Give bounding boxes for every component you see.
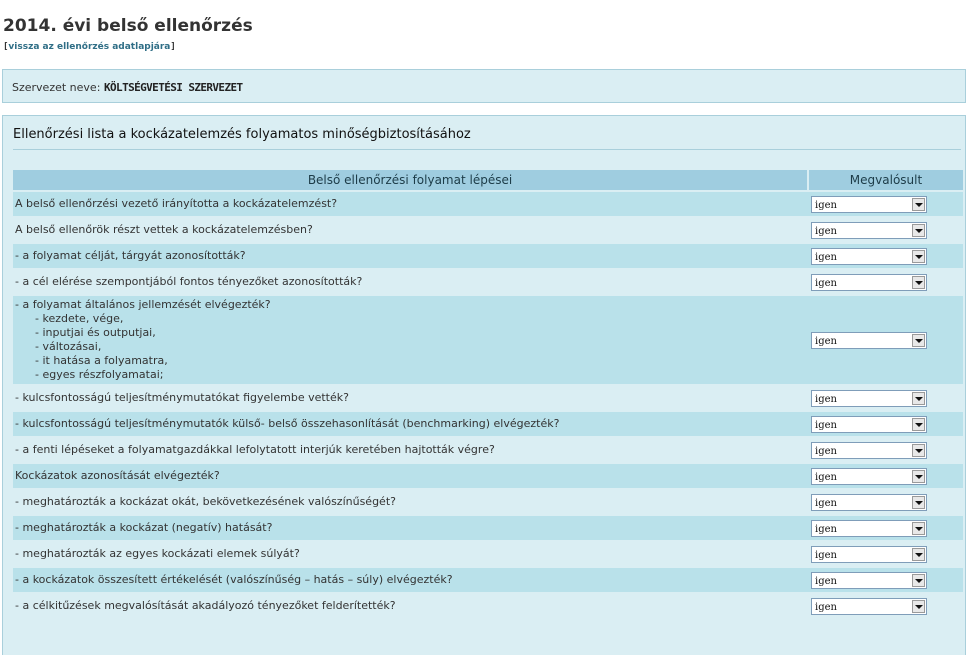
done-select-value: igen (815, 471, 837, 483)
step-text: - a célkitűzések megvalósítását akadályozó tényezőket felderítették? (15, 599, 396, 612)
done-select[interactable] (811, 520, 927, 537)
step-text: - a kockázatok összesített értékelését (valószínűség – hatás – súly) elvégezték? (15, 573, 453, 586)
table-row (13, 296, 963, 384)
done-select-value: igen (815, 523, 837, 535)
table-row (13, 516, 963, 540)
page-title: 2014. évi belső ellenőrzés (3, 16, 253, 36)
dropdown-arrow-icon[interactable] (912, 198, 925, 211)
done-select[interactable] (811, 274, 927, 291)
dropdown-arrow-icon[interactable] (912, 574, 925, 587)
dropdown-arrow-icon[interactable] (912, 444, 925, 457)
table-row (13, 438, 963, 462)
done-cell (809, 438, 963, 462)
dropdown-arrow-icon[interactable] (912, 392, 925, 405)
done-cell (809, 516, 963, 540)
done-select[interactable] (811, 468, 927, 485)
done-cell (809, 594, 963, 618)
checklist-body (13, 192, 963, 618)
done-cell (809, 386, 963, 410)
done-select-value: igen (815, 445, 837, 457)
table-row (13, 270, 963, 294)
done-cell (809, 192, 963, 216)
organization-name: KÖLTSÉGVETÉSI SZERVEZET (104, 81, 243, 94)
done-select[interactable] (811, 248, 927, 265)
organization-panel (2, 69, 966, 103)
table-row (13, 218, 963, 242)
step-cell (13, 412, 809, 436)
dropdown-arrow-icon[interactable] (912, 334, 925, 347)
step-cell (13, 542, 809, 566)
bracket-close: ] (170, 42, 176, 52)
checklist-table (13, 168, 963, 620)
table-header-row (13, 170, 963, 190)
table-row (13, 568, 963, 592)
table-row (13, 542, 963, 566)
done-select-value: igen (815, 575, 837, 587)
step-cell (13, 244, 809, 268)
step-text: - a folyamat általános jellemzését elvégezték? (15, 298, 271, 311)
step-cell (13, 490, 809, 514)
done-select-value: igen (815, 277, 837, 289)
step-cell (13, 270, 809, 294)
checklist-title: Ellenőrzési lista a kockázatelemzés folyamatos minőségbiztosításához (13, 127, 471, 142)
dropdown-arrow-icon[interactable] (912, 470, 925, 483)
dropdown-arrow-icon[interactable] (912, 548, 925, 561)
step-text: A belső ellenőrzési vezető irányította a kockázatelemzést? (15, 197, 338, 210)
done-select[interactable] (811, 222, 927, 239)
column-header-steps: Belső ellenőrzési folyamat lépései (13, 170, 809, 190)
table-row (13, 244, 963, 268)
done-select[interactable] (811, 494, 927, 511)
dropdown-arrow-icon[interactable] (912, 224, 925, 237)
step-cell (13, 192, 809, 216)
table-row (13, 192, 963, 216)
done-cell (809, 490, 963, 514)
sub-item: - kezdete, vége, (35, 312, 124, 325)
step-cell (13, 296, 809, 384)
step-text: - a folyamat célját, tárgyát azonosították? (15, 249, 246, 262)
done-select[interactable] (811, 598, 927, 615)
done-select[interactable] (811, 572, 927, 589)
step-cell (13, 438, 809, 462)
step-cell (13, 516, 809, 540)
done-cell (809, 412, 963, 436)
table-row (13, 386, 963, 410)
table-row (13, 412, 963, 436)
dropdown-arrow-icon[interactable] (912, 250, 925, 263)
table-row (13, 594, 963, 618)
done-select-value: igen (815, 225, 837, 237)
sub-item: - egyes részfolyamatai; (35, 368, 164, 381)
sub-item: - inputjai és outputjai, (35, 326, 156, 339)
done-select-value: igen (815, 601, 837, 613)
step-text: - a cél elérése szempontjából fontos tényezőket azonosították? (15, 275, 363, 288)
title-divider (13, 149, 961, 150)
column-header-done: Megvalósult (809, 170, 963, 190)
done-select-value: igen (815, 393, 837, 405)
step-cell (13, 386, 809, 410)
sub-item: - it hatása a folyamatra, (35, 354, 168, 367)
step-cell (13, 594, 809, 618)
done-cell (809, 296, 963, 384)
done-select-value: igen (815, 419, 837, 431)
done-cell (809, 218, 963, 242)
back-link-line (3, 42, 176, 52)
done-cell (809, 568, 963, 592)
back-to-datasheet-link[interactable]: vissza az ellenőrzés adatlapjára (8, 42, 171, 52)
sub-item: - változásai, (35, 340, 102, 353)
done-select-value: igen (815, 549, 837, 561)
done-select[interactable] (811, 390, 927, 407)
done-select[interactable] (811, 196, 927, 213)
step-text: - meghatározták a kockázat okát, bekövetkezésének valószínűségét? (15, 495, 396, 508)
done-cell (809, 464, 963, 488)
dropdown-arrow-icon[interactable] (912, 276, 925, 289)
dropdown-arrow-icon[interactable] (912, 496, 925, 509)
done-cell (809, 270, 963, 294)
dropdown-arrow-icon[interactable] (912, 522, 925, 535)
step-cell (13, 568, 809, 592)
done-cell (809, 244, 963, 268)
step-text: - meghatározták az egyes kockázati elemek súlyát? (15, 547, 300, 560)
step-text: - kulcsfontosságú teljesítménymutatókat figyelembe vették? (15, 391, 349, 404)
step-cell (13, 464, 809, 488)
done-cell (809, 542, 963, 566)
step-text: - meghatározták a kockázat (negatív) hatását? (15, 521, 273, 534)
done-select-value: igen (815, 335, 837, 347)
done-select-value: igen (815, 199, 837, 211)
dropdown-arrow-icon[interactable] (912, 418, 925, 431)
step-text: - a fenti lépéseket a folyamatgazdákkal lefolytatott interjúk keretében hajtották végre? (15, 443, 495, 456)
dropdown-arrow-icon[interactable] (912, 600, 925, 613)
step-text: Kockázatok azonosítását elvégezték? (15, 469, 220, 482)
checklist-panel (2, 115, 966, 655)
step-text: - kulcsfontosságú teljesítménymutatók külső- belső összehasonlítását (benchmarking) elvégezték? (15, 417, 560, 430)
step-cell (13, 218, 809, 242)
organization-label: Szervezet neve: (12, 81, 101, 94)
done-select-value: igen (815, 497, 837, 509)
sub-item-list (15, 312, 807, 382)
table-row (13, 490, 963, 514)
table-row (13, 464, 963, 488)
done-select-value: igen (815, 251, 837, 263)
step-text: A belső ellenőrök részt vettek a kockázatelemzésben? (15, 223, 313, 236)
done-select[interactable] (811, 332, 927, 349)
done-select[interactable] (811, 546, 927, 563)
done-select[interactable] (811, 442, 927, 459)
bracket-open: [ (3, 42, 9, 52)
done-select[interactable] (811, 416, 927, 433)
